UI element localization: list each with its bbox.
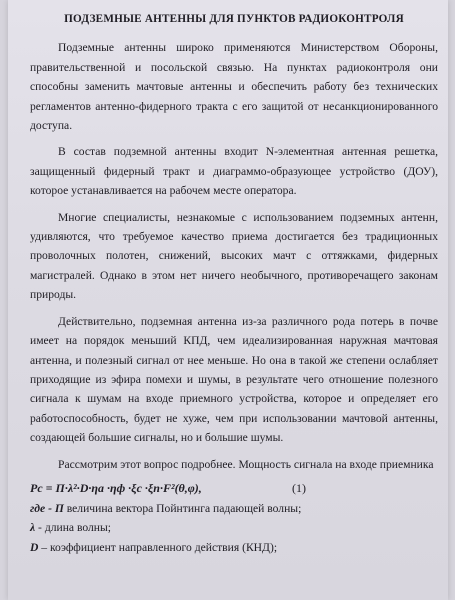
paragraph-consider: Рассмотрим этот вопрос подробнее. Мощность сигнала на входе приемника: [58, 457, 434, 471]
document-title: ПОДЗЕМНЫЕ АНТЕННЫ ДЛЯ ПУНКТОВ РАДИОКОНТРОЛЯ: [64, 13, 404, 25]
paragraph-efficiency: Действительно, подземная антенна из-за различного рода потерь в почве имеет на порядок меньший КПД, чем идеализированная наружная мачтовая антенна, и полезный сигнал от нее меньше. Но она в такой же степени ослабляет приходящие из эфира помехи и шумы, в результате чего отношение полезного сигнала к шумам на входе приемного устройства, которое и определяет его работоспособность, будет не хуже, чем при использовании мачтовой антенны, создающей большие сигналы, но и большие шумы.: [30, 314, 438, 445]
definition-directivity: [30, 538, 438, 557]
definition-symbol: λ: [30, 521, 36, 535]
definition-text: – коэффициент направленного действия (КНД);: [38, 540, 278, 554]
paragraph-specialists: Многие специалисты, незнакомые с использованием подземных антенн, удивляются, что требуемое качество приема достигается без традиционных проволочных полотен, снижений, высоких мачт с оттяжками, фидерных магистралей. Однако в этом нет ничего необычного, противоречащего законам природы.: [30, 210, 438, 302]
definition-symbol: где - П: [30, 501, 64, 515]
definition-wavelength: [30, 518, 438, 537]
definition-text: величина вектора Пойнтинга падающей волны;: [63, 501, 302, 515]
document-content: [30, 10, 438, 557]
definition-text: - длина волны;: [35, 521, 111, 535]
definition-pointing: [30, 499, 438, 518]
definition-symbol: D: [30, 540, 39, 554]
equation-number: (1): [292, 480, 306, 495]
formula-row: [30, 477, 438, 499]
document-page: [8, 0, 448, 600]
paragraph-composition: В состав подземной антенны входит N-элементная антенная решетка, защищенный фидерный тракт и диаграммо-образующее устройство (ДОУ), которое устанавливается на рабочем месте оператора.: [30, 145, 438, 198]
paragraph-intro: Подземные антенны широко применяются Министерством Обороны, правительственной и посольской связью. На пунктах радиоконтроля они способны заменить мачтовые антенны и обеспечить работу без технических регламентов антенно-фидерного тракта с его защитой от несанкционированного доступа.: [30, 41, 438, 133]
signal-power-formula: Pc = П·λ²·D·ηа ·ηф ·ξс ·ξп·F²(θ,φ),: [30, 480, 202, 495]
